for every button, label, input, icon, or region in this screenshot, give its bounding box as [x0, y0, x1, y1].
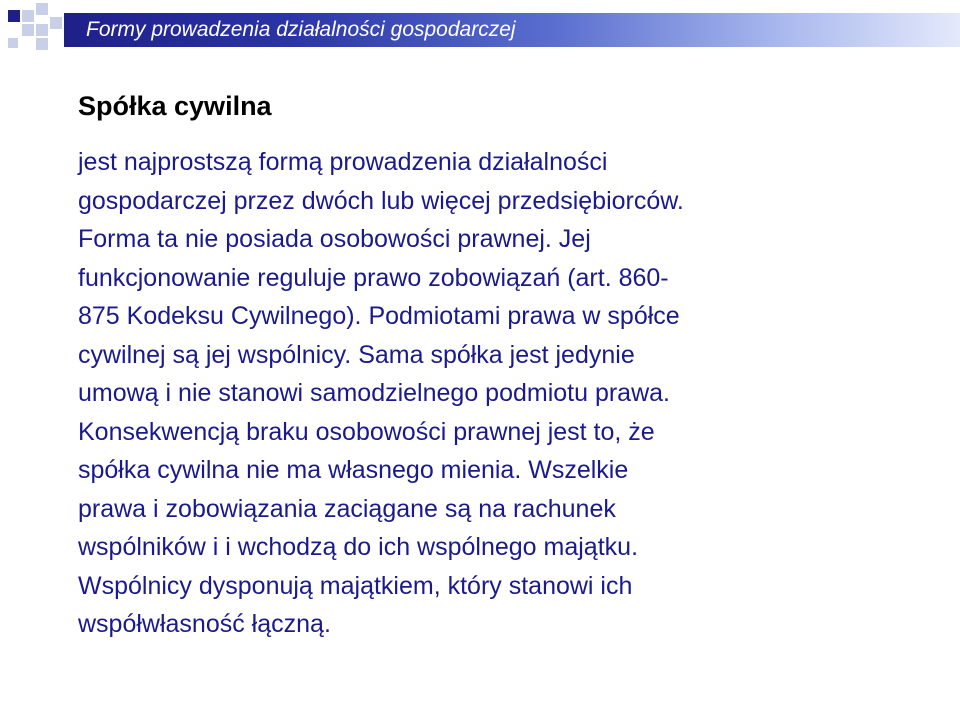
paragraph-line: umową i nie stanowi samodzielnego podmiotu prawa. [78, 379, 670, 407]
paragraph-line: prawa i zobowiązania zaciągane są na rachunek [78, 494, 616, 523]
paragraph-line: Wspólnicy dysponują majątkiem, który stanowi ich [78, 571, 633, 600]
body-paragraph [78, 143, 878, 644]
paragraph-line: współwłasność łączną. [78, 610, 331, 638]
paragraph-line: Konsekwencją braku osobowości prawnej jest to, że [78, 417, 655, 446]
paragraph-line: jest najprostszą formą prowadzenia działalności [78, 148, 608, 176]
paragraph-line: gospodarczej przez dwóch lub więcej przedsiębiorców. [78, 186, 684, 215]
paragraph-line: cywilnej są jej wspólnicy. Sama spółka jest jedynie [78, 340, 635, 369]
paragraph-line: Forma ta nie posiada osobowości prawnej. Jej [78, 225, 591, 253]
paragraph-line: spółka cywilna nie ma własnego mienia. Wszelkie [78, 456, 629, 484]
paragraph-line: funkcjonowanie reguluje prawo zobowiązań (art. 860- [78, 263, 669, 292]
paragraph-line: 875 Kodeksu Cywilnego). Podmiotami prawa w spółce [78, 302, 680, 330]
slide-header-title: Formy prowadzenia działalności gospodarczej [86, 18, 516, 41]
section-heading: Spółka cywilna [78, 91, 272, 121]
paragraph-line: wspólników i i wchodzą do ich wspólnego majątku. [78, 533, 639, 561]
